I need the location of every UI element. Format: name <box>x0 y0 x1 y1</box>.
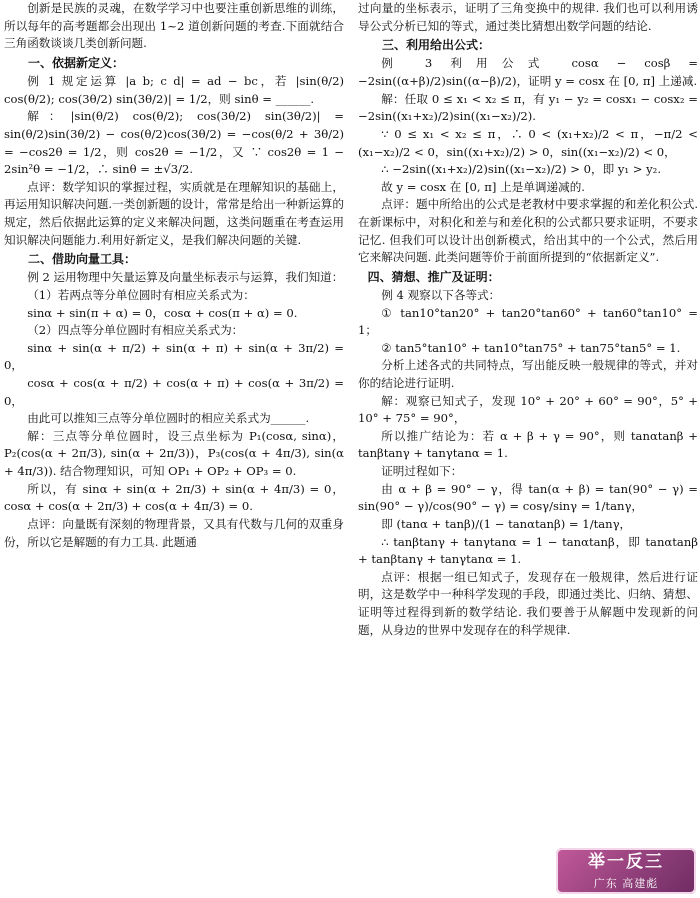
proof-step-1: 由 α + β = 90° − γ，得 tan(α + β) = tan(90° − γ) = sin(90° − γ)/cos(90° − γ) = cosγ/sinγ = 1/tanγ， <box>358 481 698 514</box>
example-2-case-1: （1）若两点等分单位圆时有相应关系式为： <box>27 288 255 302</box>
example-2-cos-formula: cosα + cos(α + π/2) + cos(α + π) + cos(α + 3π/2) = 0， <box>4 376 344 408</box>
proof-step-3: ∴ tanβtanγ + tanγtanα = 1 − tanαtanβ，即 tanαtanβ + tanβtanγ + tanγtanα = 1. <box>358 534 698 567</box>
example-2-case-1-formula: sinα + sin(π + α) = 0，cosα + cos(π + α) = 0. <box>27 305 298 320</box>
proof-heading: 证明过程如下： <box>381 464 463 479</box>
example-3-statement: 例 3 利用公式 cosα − cosβ = −2sin((α+β)/2)sin((α−β)/2)，证明 y = cosx 在 [0, π] 上递减. <box>358 56 698 89</box>
example-2-result: 所以，有 sinα + sin(α + 2π/3) + sin(α + 4π/3) = 0，cosα + cos(α + 2π/3) + cos(α + 4π/3) = 0. <box>4 481 344 514</box>
example-3-solution: 解：任取 0 ≤ x₁ < x₂ ≤ π，有 y₁ − y₂ = cosx₁ − cosx₂ = −2sin((x₁+x₂)/2)sin((x₁−x₂)/2). <box>358 91 698 124</box>
column-badge <box>556 848 696 894</box>
example-4-generalization: 所以推广结论为：若 α + β + γ = 90°，则 tanαtanβ + tanβtanγ + tanγtanα = 1. <box>358 428 698 461</box>
example-4-solution: 解：观察已知式子，发现 10° + 20° + 60° = 90°，5° + 10° + 75° = 90°， <box>358 393 698 426</box>
section-heading-4: 四、猜想、推广及证明： <box>367 269 500 284</box>
example-1-statement: 例 1 规定运算 |a b; c d| = ad − bc，若 |sin(θ/2) cos(θ/2); cos(3θ/2) sin(3θ/2)| = 1/2，则 sinθ = ______. <box>4 74 344 106</box>
section-heading-1: 一、依据新定义： <box>28 55 125 70</box>
badge-author: 广东 高建彪 <box>593 876 659 890</box>
example-2-question: 由此可以推知三点等分单位圆时的相应关系式为______. <box>27 411 310 426</box>
example-3-conclusion: 故 y = cosx 在 [0, π] 上是单调递减的. <box>381 179 585 194</box>
proof-step-2: 即 (tanα + tanβ)/(1 − tanαtanβ) = 1/tanγ， <box>381 516 632 531</box>
example-1-solution: 解：|sin(θ/2) cos(θ/2); cos(3θ/2) sin(3θ/2)| = sin(θ/2)sin(3θ/2) − cos(θ/2)cos(3θ/2) = −cos(θ/2 + 3θ/2) = −cos2θ = 1/2，则 cos2θ = −1/2，又 ∵ cos2θ = 1 − 2sin²θ = −1/2，∴ sinθ = ±√3/2. <box>4 109 344 177</box>
example-2-solution: 解：三点等分单位圆时，设三点坐标为 P₁(cosα, sinα)，P₂(cos(α + 2π/3), sin(α + 2π/3))，P₃(cos(α + 4π/3), sin(α + 4π/3)). 结合物理知识，可知 OP₁ + OP₂ + OP₃ = 0. <box>4 428 344 479</box>
example-3-reasoning: ∵ 0 ≤ x₁ < x₂ ≤ π，∴ 0 < (x₁+x₂)/2 < π，−π/2 < (x₁−x₂)/2 < 0，sin((x₁+x₂)/2) > 0，sin((x₁−x₂)/2) < 0， <box>358 126 698 159</box>
section-heading-2: 二、借助向量工具： <box>28 252 137 267</box>
comment-1: 点评：数学知识的掌握过程，实质就是在理解知识的基础上，再运用知识解决问题.一类创新题的设计，常常是给出一种新运算的规定，然后依据此运算的定义来解决问题，这类问题重在考查运用知识解决问题能力.利用好新定义，是我们解决问题的关键. <box>4 179 344 247</box>
comment-2: 点评：向量既有深刻的物理背景，又具有代数与几何的双重身份，所以它是解题的有力工具. 此题通 <box>4 516 344 549</box>
example-4-task: 分析上述各式的共同特点，写出能反映一般规律的等式，并对你的结论进行证明. <box>358 358 698 391</box>
comment-4: 点评：根据一组已知式子，发现存在一般规律，然后进行证明，这是数学中一种科学发现的手段，即通过类比、归纳、猜想、证明等过程得到新的数学结论. 我们要善于从解题中发现新的问题，从身边的世界中发现存在的科学规律. <box>358 569 698 637</box>
example-2-sin-formula: sinα + sin(α + π/2) + sin(α + π) + sin(α + 3π/2) = 0， <box>4 340 344 373</box>
badge-title: 举一反三 <box>588 852 664 872</box>
example-4-statement: 例 4 观察以下各等式： <box>381 288 501 302</box>
comment-2-continued: 过向量的坐标表示，证明了三角变换中的规律. 我们也可以利用诱导公式分析已知的等式，通过类比猜想出数学问题的结论. <box>358 1 698 33</box>
example-3-inequality: ∴ −2sin((x₁+x₂)/2)sin((x₁−x₂)/2) > 0，即 y₁ > y₂. <box>381 162 662 177</box>
example-2-statement: 例 2 运用物理中矢量运算及向量坐标表示与运算，我们知道： <box>27 270 344 285</box>
intro-paragraph: 创新是民族的灵魂，在数学学习中也要注重创新思维的训练，所以每年的高考题都会出现出 1~2 道创新问题的考查.下面就结合三角函数谈谈几类创新问题. <box>4 1 344 51</box>
section-heading-3: 三、利用给出公式： <box>382 38 491 53</box>
example-4-equation-2: ② tan5°tan10° + tan10°tan75° + tan75°tan5° = 1. <box>381 340 681 355</box>
right-column <box>358 0 698 639</box>
left-column <box>4 0 344 551</box>
example-2-case-2: （2）四点等分单位圆时有相应关系式为： <box>27 323 244 338</box>
example-4-equation-1: ① tan10°tan20° + tan20°tan60° + tan60°tan10° = 1； <box>358 305 698 338</box>
comment-3: 点评：题中所给出的公式是老教材中要求掌握的和差化积公式. 在新课标中，对积化和差与和差化积的公式都只要求证明，不要求记忆. 但我们可以设计出创新模式，给出其中的一个公式，然后用它来解决问题. 此类问题等价于前面所提到的“依据新定义”. <box>358 197 698 265</box>
